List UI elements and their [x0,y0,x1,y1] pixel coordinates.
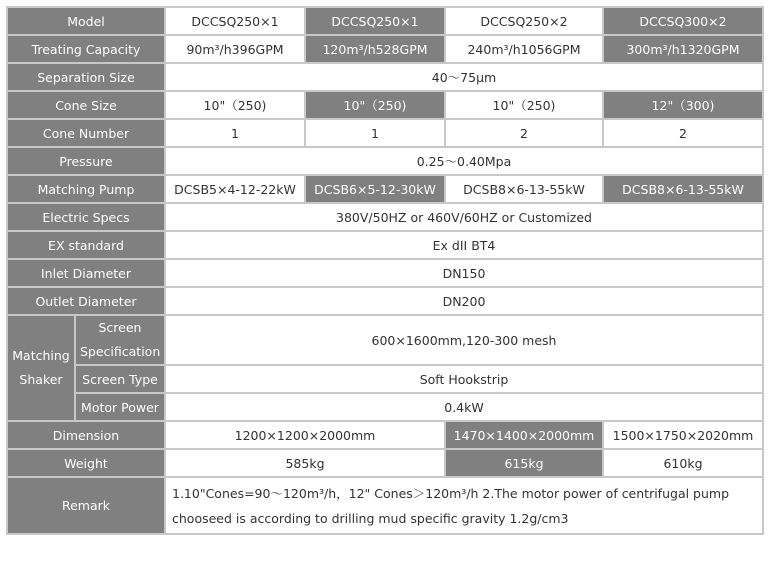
cone-number-cell: 2 [603,119,763,147]
row-screen-type [7,365,763,393]
cone-number-cell: 1 [305,119,445,147]
label-dimension: Dimension [7,421,165,449]
label-remark: Remark [7,477,165,534]
row-dimension [7,421,763,449]
row-cone-size [7,91,763,119]
label-pressure: Pressure [7,147,165,175]
pump-cell: DCSB5×4-12-22kW [165,175,305,203]
cone-size-cell: 10"（250) [445,91,603,119]
screen-spec-value: 600×1600mm,120-300 mesh [165,315,763,365]
dimension-cell: 1200×1200×2000mm [165,421,445,449]
model-cell: DCCSQ250×1 [165,7,305,35]
row-electric-specs [7,203,763,231]
cone-size-cell: 10"（250) [305,91,445,119]
model-cell: DCCSQ250×1 [305,7,445,35]
row-pressure [7,147,763,175]
model-cell: DCCSQ250×2 [445,7,603,35]
row-outlet-diameter [7,287,763,315]
label-screen-type: Screen Type [75,365,165,393]
label-model: Model [7,7,165,35]
label-motor-power: Motor Power [75,393,165,421]
ex-standard-value: Ex dII BT4 [165,231,763,259]
pump-cell: DCSB8×6-13-55kW [445,175,603,203]
model-cell: DCCSQ300×2 [603,7,763,35]
row-ex-standard [7,231,763,259]
screen-type-value: Soft Hookstrip [165,365,763,393]
label-electric-specs: Electric Specs [7,203,165,231]
row-remark [7,477,763,534]
weight-cell: 610kg [603,449,763,477]
row-inlet-diameter [7,259,763,287]
label-cone-number: Cone Number [7,119,165,147]
capacity-cell: 120m³/h528GPM [305,35,445,63]
label-matching-pump: Matching Pump [7,175,165,203]
label-weight: Weight [7,449,165,477]
capacity-cell: 90m³/h396GPM [165,35,305,63]
row-screen-spec [7,315,763,365]
capacity-cell: 240m³/h1056GPM [445,35,603,63]
weight-cell: 615kg [445,449,603,477]
row-matching-pump [7,175,763,203]
capacity-cell: 300m³/h1320GPM [603,35,763,63]
motor-power-value: 0.4kW [165,393,763,421]
pressure-value: 0.25～0.40Mpa [165,147,763,175]
remark-value: 1.10"Cones=90～120m³/h，12" Cones＞120m³/h 2.The motor power of centrifugal pump chooseed is according to drilling mud specific gravity 1.2g/cm3 [165,477,763,534]
label-screen-spec: Screen Specification [75,315,165,365]
row-model [7,7,763,35]
label-matching-shaker: Matching Shaker [7,315,75,421]
pump-cell: DCSB6×5-12-30kW [305,175,445,203]
label-outlet-diameter: Outlet Diameter [7,287,165,315]
row-motor-power [7,393,763,421]
label-treating-capacity: Treating Capacity [7,35,165,63]
cone-size-cell: 10"（250) [165,91,305,119]
weight-cell: 585kg [165,449,445,477]
cone-number-cell: 2 [445,119,603,147]
row-cone-number [7,119,763,147]
dimension-cell: 1500×1750×2020mm [603,421,763,449]
row-treating-capacity [7,35,763,63]
pump-cell: DCSB8×6-13-55kW [603,175,763,203]
label-separation-size: Separation Size [7,63,165,91]
dimension-cell: 1470×1400×2000mm [445,421,603,449]
electric-specs-value: 380V/50HZ or 460V/60HZ or Customized [165,203,763,231]
separation-size-value: 40～75μm [165,63,763,91]
label-inlet-diameter: Inlet Diameter [7,259,165,287]
outlet-diameter-value: DN200 [165,287,763,315]
spec-table [6,6,764,535]
row-weight [7,449,763,477]
cone-number-cell: 1 [165,119,305,147]
cone-size-cell: 12"（300) [603,91,763,119]
label-ex-standard: EX standard [7,231,165,259]
row-separation-size [7,63,763,91]
label-cone-size: Cone Size [7,91,165,119]
inlet-diameter-value: DN150 [165,259,763,287]
